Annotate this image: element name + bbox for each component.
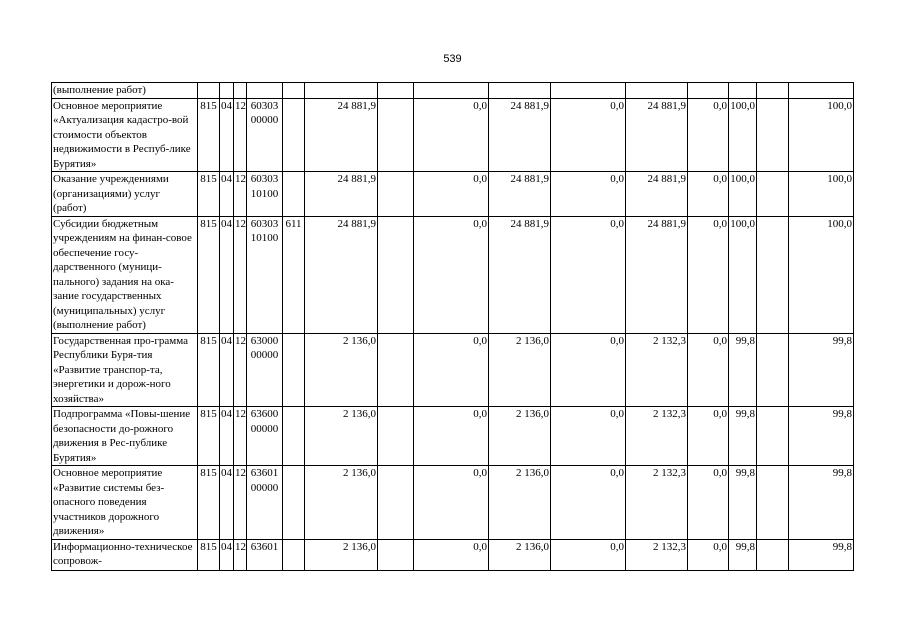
value-cell: 0,0 (688, 172, 729, 217)
target-code-cell: 60303 10100 (247, 172, 283, 217)
admin-code-cell: 815 (198, 466, 220, 540)
table-row (52, 83, 854, 99)
value-cell (757, 466, 789, 540)
value-cell (378, 407, 414, 466)
row-name-cell: Субсидии бюджетным учреждениям на финан-совое обеспечение госу-дарственного (муници-пального) задания на ока-зание государственных (муниципальных) услуг (выполнение работ) (52, 216, 198, 333)
target-code-cell: 60303 00000 (247, 98, 283, 172)
value-cell (789, 83, 854, 99)
value-cell: 99,8 (729, 466, 757, 540)
section-code-cell: 04 (220, 539, 234, 570)
value-cell: 0,0 (414, 466, 489, 540)
value-cell: 2 136,0 (305, 466, 378, 540)
table-row (52, 216, 854, 333)
expense-type-cell (283, 172, 305, 217)
value-cell: 0,0 (414, 333, 489, 407)
value-cell (551, 83, 626, 99)
expense-type-cell (283, 83, 305, 99)
value-cell: 99,8 (729, 539, 757, 570)
section-code-cell: 04 (220, 172, 234, 217)
value-cell (305, 83, 378, 99)
table-row (52, 407, 854, 466)
value-cell (378, 83, 414, 99)
value-cell: 24 881,9 (305, 216, 378, 333)
row-name-cell: Оказание учреждениями (организациями) услуг (работ) (52, 172, 198, 217)
value-cell: 0,0 (688, 216, 729, 333)
value-cell: 2 132,3 (626, 539, 688, 570)
value-cell: 2 136,0 (305, 333, 378, 407)
table-row (52, 172, 854, 217)
value-cell: 0,0 (414, 98, 489, 172)
subsection-code-cell: 12 (234, 98, 247, 172)
expense-type-cell (283, 466, 305, 540)
value-cell (757, 216, 789, 333)
value-cell: 24 881,9 (305, 172, 378, 217)
value-cell: 2 132,3 (626, 407, 688, 466)
row-name-cell: Информационно-техническое сопровож- (52, 539, 198, 570)
section-code-cell: 04 (220, 407, 234, 466)
value-cell: 0,0 (688, 333, 729, 407)
value-cell (688, 83, 729, 99)
value-cell (378, 98, 414, 172)
value-cell: 100,0 (789, 172, 854, 217)
admin-code-cell: 815 (198, 216, 220, 333)
admin-code-cell: 815 (198, 172, 220, 217)
value-cell (378, 466, 414, 540)
value-cell: 0,0 (688, 407, 729, 466)
admin-code-cell: 815 (198, 407, 220, 466)
value-cell: 99,8 (789, 407, 854, 466)
expense-type-cell: 611 (283, 216, 305, 333)
section-code-cell: 04 (220, 98, 234, 172)
row-name-cell: Основное мероприятие «Развитие системы без-опасного поведения участников дорожного движения» (52, 466, 198, 540)
value-cell: 24 881,9 (489, 98, 551, 172)
value-cell: 100,0 (729, 98, 757, 172)
value-cell: 99,8 (789, 466, 854, 540)
value-cell (489, 83, 551, 99)
table-row (52, 466, 854, 540)
subsection-code-cell: 12 (234, 333, 247, 407)
section-code-cell: 04 (220, 333, 234, 407)
table-row (52, 333, 854, 407)
value-cell: 100,0 (729, 172, 757, 217)
subsection-code-cell (234, 83, 247, 99)
value-cell: 24 881,9 (626, 98, 688, 172)
value-cell: 0,0 (551, 539, 626, 570)
value-cell: 2 136,0 (489, 466, 551, 540)
row-name-cell: (выполнение работ) (52, 83, 198, 99)
value-cell: 24 881,9 (489, 216, 551, 333)
subsection-code-cell: 12 (234, 407, 247, 466)
value-cell: 24 881,9 (305, 98, 378, 172)
value-cell: 0,0 (688, 539, 729, 570)
value-cell: 2 136,0 (305, 539, 378, 570)
target-code-cell: 63601 00000 (247, 466, 283, 540)
value-cell: 2 136,0 (305, 407, 378, 466)
target-code-cell: 63600 00000 (247, 407, 283, 466)
row-name-cell: Основное мероприятие «Актуализация кадастро-вой стоимости объектов недвижимости в Респуб-лике Бурятия» (52, 98, 198, 172)
value-cell: 2 136,0 (489, 539, 551, 570)
section-code-cell: 04 (220, 216, 234, 333)
value-cell: 2 136,0 (489, 333, 551, 407)
value-cell: 24 881,9 (626, 172, 688, 217)
value-cell (378, 216, 414, 333)
value-cell (757, 539, 789, 570)
expense-type-cell (283, 539, 305, 570)
value-cell: 0,0 (551, 216, 626, 333)
value-cell: 99,8 (789, 539, 854, 570)
value-cell (757, 407, 789, 466)
value-cell: 24 881,9 (626, 216, 688, 333)
row-name-cell: Государственная про-грамма Республики Буря-тия «Развитие транспор-та, энергетики и дорож-ного хозяйства» (52, 333, 198, 407)
expense-type-cell (283, 98, 305, 172)
target-code-cell (247, 83, 283, 99)
value-cell: 0,0 (414, 216, 489, 333)
value-cell: 100,0 (789, 216, 854, 333)
section-code-cell: 04 (220, 466, 234, 540)
value-cell: 100,0 (789, 98, 854, 172)
value-cell (414, 83, 489, 99)
section-code-cell (220, 83, 234, 99)
target-code-cell: 63601 (247, 539, 283, 570)
subsection-code-cell: 12 (234, 539, 247, 570)
expense-type-cell (283, 407, 305, 466)
value-cell: 0,0 (414, 407, 489, 466)
budget-table (51, 82, 854, 571)
value-cell: 99,8 (729, 407, 757, 466)
value-cell: 0,0 (688, 466, 729, 540)
value-cell: 0,0 (688, 98, 729, 172)
value-cell (378, 333, 414, 407)
value-cell: 0,0 (414, 172, 489, 217)
row-name-cell: Подпрограмма «Повы-шение безопасности до-рожного движения в Рес-публике Бурятия» (52, 407, 198, 466)
value-cell: 0,0 (551, 466, 626, 540)
value-cell: 2 132,3 (626, 466, 688, 540)
value-cell: 0,0 (551, 407, 626, 466)
value-cell: 99,8 (789, 333, 854, 407)
value-cell (757, 172, 789, 217)
value-cell: 24 881,9 (489, 172, 551, 217)
value-cell: 100,0 (729, 216, 757, 333)
admin-code-cell (198, 83, 220, 99)
table-body (52, 83, 854, 571)
table-row (52, 539, 854, 570)
admin-code-cell: 815 (198, 98, 220, 172)
value-cell (626, 83, 688, 99)
page-number: 539 (443, 53, 462, 65)
value-cell: 2 132,3 (626, 333, 688, 407)
value-cell (757, 83, 789, 99)
value-cell (378, 539, 414, 570)
value-cell (757, 98, 789, 172)
value-cell: 99,8 (729, 333, 757, 407)
value-cell (729, 83, 757, 99)
expense-type-cell (283, 333, 305, 407)
value-cell: 2 136,0 (489, 407, 551, 466)
value-cell: 0,0 (551, 172, 626, 217)
subsection-code-cell: 12 (234, 172, 247, 217)
table-row (52, 98, 854, 172)
subsection-code-cell: 12 (234, 216, 247, 333)
value-cell: 0,0 (551, 333, 626, 407)
target-code-cell: 60303 10100 (247, 216, 283, 333)
value-cell (757, 333, 789, 407)
admin-code-cell: 815 (198, 333, 220, 407)
value-cell: 0,0 (551, 98, 626, 172)
value-cell (378, 172, 414, 217)
target-code-cell: 63000 00000 (247, 333, 283, 407)
subsection-code-cell: 12 (234, 466, 247, 540)
value-cell: 0,0 (414, 539, 489, 570)
admin-code-cell: 815 (198, 539, 220, 570)
